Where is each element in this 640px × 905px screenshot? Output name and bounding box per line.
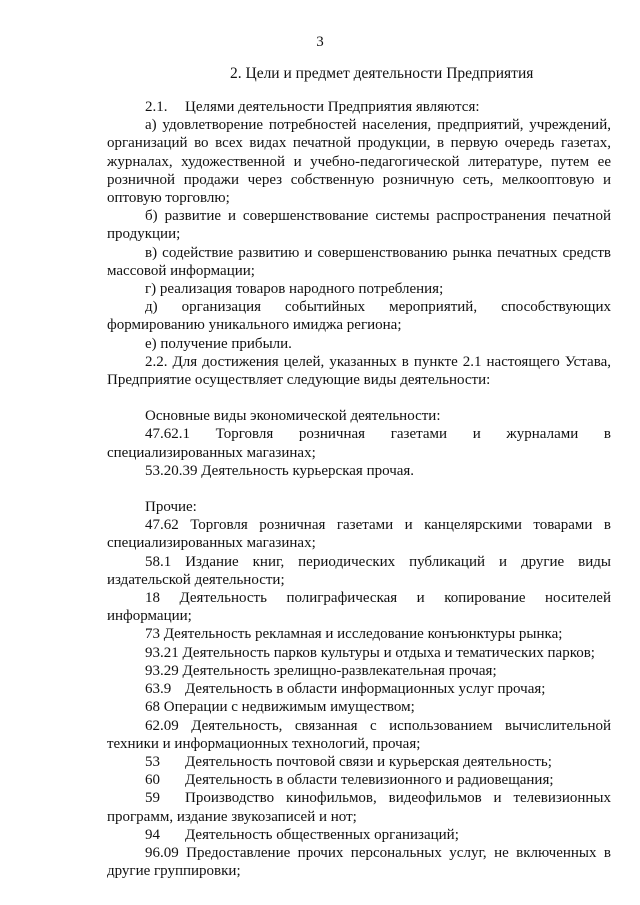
paragraph [107, 662, 611, 680]
paragraph [107, 826, 611, 844]
paragraph [107, 680, 611, 698]
item-number: 94 [145, 826, 160, 843]
paragraph-text: 62.09 Деятельность, связанная с использованием вычислительной техники и информационных технологий, прочая; [107, 717, 611, 752]
paragraph-text: Деятельность в области телевизионного и радиовещания; [185, 772, 554, 789]
paragraph [107, 298, 611, 334]
paragraph [107, 644, 611, 662]
paragraph-text: 2.2. Для достижения целей, указанных в пункте 2.1 настоящего Устава, Предприятие осуществляет следующие виды деятельности: [107, 353, 611, 389]
paragraph [107, 844, 611, 880]
paragraph [107, 425, 611, 461]
paragraph-text: в) содействие развитию и совершенствованию рынка печатных средств массовой информации; [107, 244, 611, 279]
paragraph-text: Деятельность общественных организаций; [185, 826, 459, 843]
paragraph [107, 789, 611, 825]
paragraph-text: а) удовлетворение потребностей населения, предприятий, учреждений, организаций во всех видах печатной продукции, в первую очередь газетах, журналах, художественной и учебно-педагогической литературе, путем ее розничной продажи через собственную розничную сеть, мелкооптовую и оптовую торговлю; [107, 117, 611, 207]
paragraph-text: 73 Деятельность рекламная и исследование конъюнктуры рынка; [145, 626, 563, 643]
item-number: 63.9 [145, 681, 172, 698]
paragraph-text: Производство кинофильмов, видеофильмов и телевизионных программ, издание звукозаписей и нот; [107, 790, 611, 825]
paragraph-text: Деятельность почтовой связи и курьерская деятельность; [185, 753, 552, 770]
paragraph [107, 407, 611, 425]
paragraph-text: 93.21 Деятельность парков культуры и отдыха и тематических парков; [145, 644, 595, 661]
paragraph-text: 58.1 Издание книг, периодических публикаций и другие виды издательской деятельности; [107, 553, 611, 588]
paragraph [107, 717, 611, 753]
item-number: 53 [145, 753, 160, 770]
paragraph-text: 53.20.39 Деятельность курьерская прочая. [145, 462, 415, 479]
paragraph [107, 207, 611, 243]
paragraph [107, 98, 611, 116]
paragraph-text: Целями деятельности Предприятия являются: [185, 99, 480, 115]
paragraph [107, 116, 611, 207]
item-number: 59 [145, 790, 160, 807]
paragraph-text: Основные виды экономической деятельности: [145, 408, 441, 425]
paragraph [107, 335, 611, 353]
paragraph-text: б) развитие и совершенствование системы распространения печатной продукции; [107, 208, 611, 243]
paragraph [107, 280, 611, 298]
paragraph-text: 18 Деятельность полиграфическая и копирование носителей информации; [107, 590, 611, 625]
item-number: 60 [145, 772, 160, 789]
paragraph-text: 68 Операции с недвижимым имуществом; [145, 699, 415, 716]
section-title: 2. Цели и предмет деятельности Предприятия [230, 65, 534, 82]
paragraph [107, 753, 611, 771]
paragraph [107, 462, 611, 480]
paragraph-text: 93.29 Деятельность зрелищно-развлекательная прочая; [145, 662, 497, 679]
paragraph [107, 625, 611, 643]
paragraph [107, 698, 611, 716]
paragraph [107, 353, 611, 389]
paragraph-text: г) реализация товаров народного потребления; [145, 281, 444, 298]
section-body [107, 98, 611, 880]
paragraph [107, 589, 611, 625]
item-number: 2.1. [145, 99, 168, 115]
paragraph-text: е) получение прибыли. [145, 335, 292, 352]
paragraph [107, 516, 611, 552]
page-number: 3 [316, 34, 324, 50]
paragraph [107, 498, 611, 516]
paragraph-text: Прочие: [145, 499, 197, 516]
paragraph [107, 553, 611, 589]
paragraph-text: д) организация событийных мероприятий, способствующих формированию уникального имиджа региона; [107, 299, 611, 334]
paragraph [107, 771, 611, 789]
paragraph-text: 96.09 Предоставление прочих персональных услуг, не включенных в другие группировки; [107, 844, 611, 880]
paragraph-text: Деятельность в области информационных услуг прочая; [185, 681, 546, 698]
paragraph-text: 47.62 Торговля розничная газетами и канцелярскими товарами в специализированных магазинах; [107, 517, 611, 552]
paragraph-text: 47.62.1 Торговля розничная газетами и журналами в специализированных магазинах; [107, 426, 611, 461]
paragraph [107, 244, 611, 280]
